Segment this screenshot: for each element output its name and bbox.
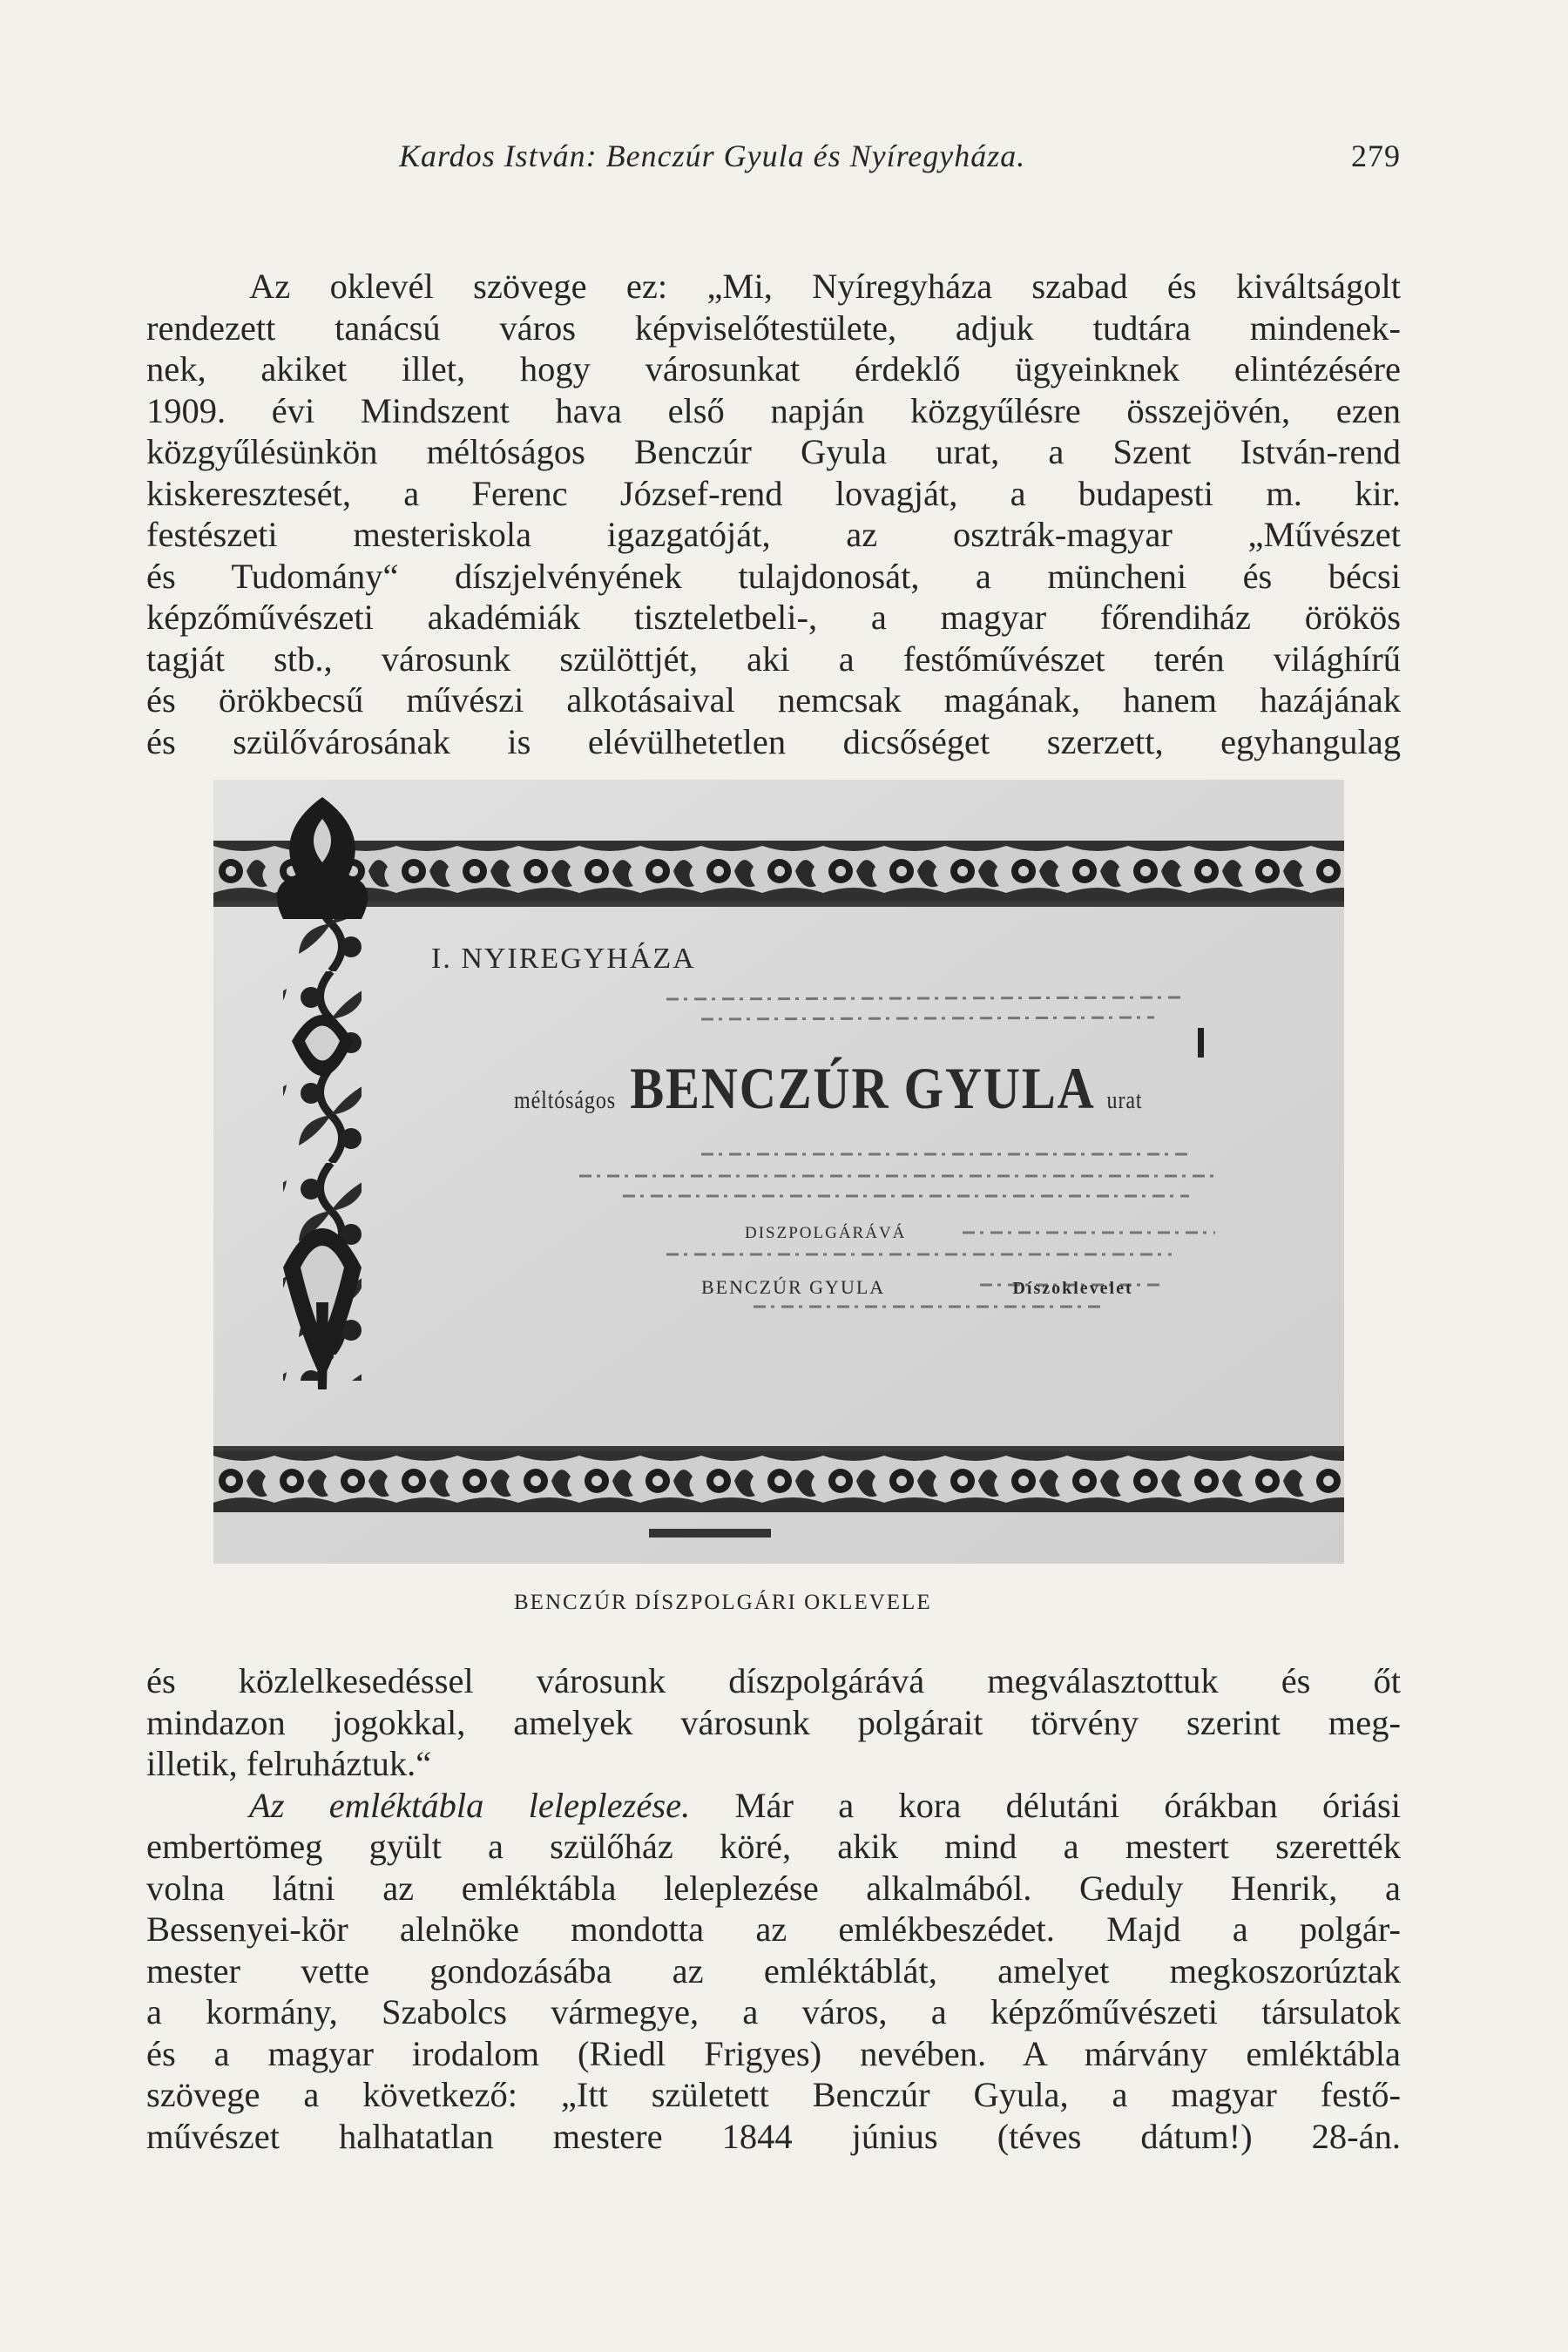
text-line: és közlelkesedéssel városunk díszpolgárává megválasztottuk és őt (146, 1661, 1401, 1700)
diploma-signature-name: BENCZÚR GYULA (701, 1276, 884, 1298)
text-line: tagját stb., városunk szülöttjét, aki a festőművészet terén világhírű (146, 639, 1401, 679)
text-line: a kormány, Szabolcs vármegye, a város, a képzőművészeti társulatok (146, 1992, 1401, 2031)
figure-caption: BENCZÚR DÍSZPOLGÁRI OKLEVELE (514, 1591, 932, 1614)
text-line: mester vette gondozásába az emléktáblát, amelyet megkoszorúztak (146, 1950, 1401, 1990)
diploma-heading-text: I. NYIREGYHÁZA (431, 943, 696, 975)
diploma-ornament-graphic (213, 780, 1344, 1564)
text-line: rendezett tanácsú város képviselőtestülete, adjuk tudtára mindenek- (146, 308, 1401, 348)
running-title: Kardos István: Benczúr Gyula és Nyíregyháza. (399, 139, 1026, 173)
running-head (146, 138, 1401, 181)
text-line: volna látni az emléktábla leleplezése alkalmából. Geduly Henrik, a (146, 1868, 1401, 1908)
diploma-title-text: DISZPOLGÁRÁVÁ (745, 1224, 907, 1242)
text-line: Az oklevél szövege ez: „Mi, Nyíregyháza szabad és kiváltságolt (249, 267, 1401, 306)
section-heading: Az emléktábla leleplezése. (249, 1785, 691, 1825)
section-first-line (146, 1785, 1401, 1827)
text-line: művészet halhatatlan mestere 1844 június (téves dátum!) 28-án. (146, 2116, 1401, 2156)
page-number: 279 (1351, 139, 1401, 173)
diploma-signature-line (701, 1276, 1133, 1299)
text-line: Bessenyei-kör alelnöke mondotta az emlékbeszédet. Majd a polgár- (146, 1909, 1401, 1949)
text-line: és szülővárosának is elévülhetetlen dicsőséget szerzett, egyhangulag (146, 721, 1401, 761)
diploma-photograph (213, 780, 1344, 1564)
bottom-text (146, 1660, 1401, 2157)
text-line: kiskeresztesét, a Ferenc József-rend lovagját, a budapesti m. kir. (146, 473, 1401, 513)
text-line: illetik, felruháztuk.“ (146, 1744, 432, 1783)
diploma-prefix: méltóságos (514, 1087, 616, 1114)
diploma-name-line (514, 1054, 1142, 1123)
text-line: szövege a következő: „Itt született Benczúr Gyula, a magyar festő- (146, 2075, 1401, 2114)
text-line: embertömeg gyült a szülőház köré, akik mind a mestert szerették (146, 1827, 1401, 1866)
top-paragraph (146, 266, 1401, 762)
text-line: 1909. évi Mindszent hava első napján közgyűlésre összejövén, ezen (146, 390, 1401, 430)
section-first-line-text: Már a kora délutáni órákban óriási (690, 1785, 1401, 1825)
text-line: közgyűlésünkön méltóságos Benczúr Gyula urat, a Szent István-rend (146, 432, 1401, 471)
diploma-name: BENCZÚR GYULA (630, 1055, 1093, 1121)
text-line: képzőművészeti akadémiák tiszteletbeli-, a magyar főrendiház örökös (146, 598, 1401, 637)
text-line: mindazon jogokkal, amelyek városunk polgárait törvény szerint meg- (146, 1702, 1401, 1742)
diploma-signature-right: Díszoklevelet (1012, 1279, 1133, 1298)
text-line: festészeti mesteriskola igazgatóját, az osztrák-magyar „Művészet (146, 515, 1401, 554)
text-line: nek, akiket illet, hogy városunkat érdeklő ügyeinknek elintézésére (146, 349, 1401, 389)
text-line: és a magyar irodalom (Riedl Frigyes) nevében. A márvány emléktábla (146, 2033, 1401, 2073)
text-line: és Tudomány“ díszjelvényének tulajdonosát, a müncheni és bécsi (146, 556, 1401, 596)
text-line: és örökbecsű művészi alkotásaival nemcsak magának, hanem hazájának (146, 680, 1401, 720)
diploma-suffix: urat (1106, 1087, 1143, 1114)
